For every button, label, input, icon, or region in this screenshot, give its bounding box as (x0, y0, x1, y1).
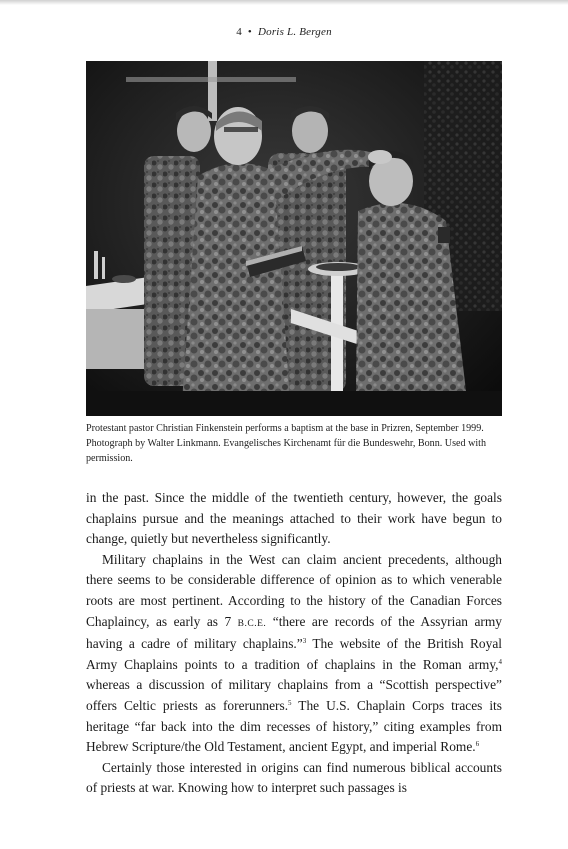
text-segment: The website of the British Royal Army Chaplains points to a tradition of chaplains in the Roman army, (86, 636, 502, 672)
text-segment: The U.S. Chaplain Corps traces its heritage “far back into the dim recesses of history,” citing examples from Hebrew Scripture/the Old Testament, ancient Egypt, and imperial Rome. (86, 697, 502, 755)
baptism-photograph (86, 61, 502, 416)
figure-caption: Protestant pastor Christian Finkenstein performs a baptism at the base in Prizren, September 1999. Photograph by Walter Linkmann. Evangelisches Kirchenamt für die Bundeswehr, Bonn. Used with permission. (86, 423, 487, 464)
small-caps-text: B.C.E. (237, 618, 267, 629)
footnote-marker: 4 (498, 657, 502, 666)
text-segment: Military chaplains in the West can claim ancient precedents, although there seems to be considerable difference of opinion as to which venerable roots are most pertinent. According to the history of the Canadian Forces Chaplaincy, as early as 7 (86, 551, 502, 629)
text-segment: Certainly those interested in origins can find numerous biblical accounts of priests at war. Knowing how to interpret such passages is (86, 759, 502, 796)
header-separator: • (247, 26, 252, 38)
text-segment: in the past. Since the middle of the twentieth century, however, the goals chaplains pursue and the meanings attached to their work have begun to change, quietly but nevertheless significantly. (86, 490, 502, 547)
text-segment: whereas a discussion of military chaplains from a “Scottish perspective” offers Celtic priests as forerunners. (86, 677, 502, 713)
paragraph (86, 758, 502, 799)
footnote-marker: 6 (475, 740, 480, 749)
page-top-edge (0, 0, 568, 5)
text-segment: “there are records of the Assyrian army having a cadre of military chaplains.” (86, 613, 502, 652)
footnote-marker: 3 (302, 637, 307, 646)
running-header-author: Doris L. Bergen (257, 26, 332, 38)
page-number: 4 (236, 26, 242, 38)
footnote-marker: 5 (288, 698, 292, 707)
paragraph (86, 488, 502, 550)
paragraph (86, 550, 502, 758)
running-header (0, 26, 568, 38)
body-text (86, 488, 502, 799)
